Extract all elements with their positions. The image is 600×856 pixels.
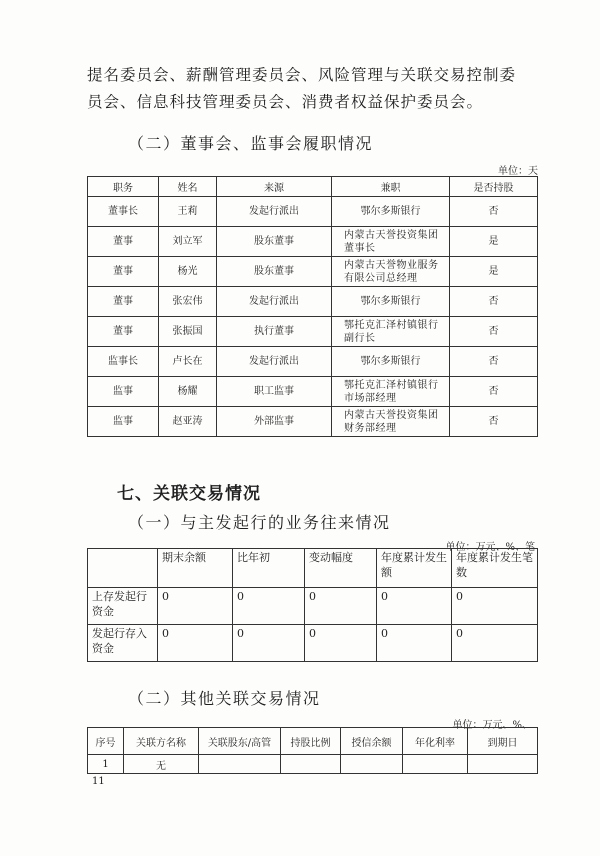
col-header-share-ratio: 持股比例	[281, 728, 341, 755]
cell-source: 发起行派出	[217, 347, 332, 377]
col-header-source: 来源	[217, 177, 332, 197]
cell-related-holder	[199, 755, 281, 774]
col-header-due-date: 到期日	[468, 728, 538, 755]
cell-concurrent-post: 鄂尔多斯银行	[332, 287, 450, 317]
board-unit-label: 单位：天	[498, 166, 538, 177]
table-header-row	[88, 728, 538, 755]
cell-source: 发起行派出	[217, 287, 332, 317]
cell-name: 卢长在	[159, 347, 217, 377]
table-row	[88, 407, 538, 437]
board-section-heading: （二）董事会、监事会履职情况	[128, 134, 374, 153]
cell-source: 发起行派出	[217, 197, 332, 227]
col-header-ending-balance: 期末余额	[158, 549, 233, 588]
table-row	[88, 347, 538, 377]
cell-shareholding: 否	[450, 377, 538, 407]
other-related-heading: （二）其他关联交易情况	[128, 689, 321, 708]
cell-position: 监事	[88, 407, 159, 437]
cell-source: 职工监事	[217, 377, 332, 407]
table-row	[88, 227, 538, 257]
cell-position: 董事	[88, 317, 159, 347]
col-header-shareholding: 是否持股	[450, 177, 538, 197]
table-row	[88, 317, 538, 347]
col-header-party-name: 关联方名称	[124, 728, 199, 755]
cell-position: 监事长	[88, 347, 159, 377]
cell-shareholding: 否	[450, 317, 538, 347]
cell-item: 上存发起行资金	[88, 588, 158, 625]
table-row	[88, 257, 538, 287]
cell-concurrent-post: 内蒙古天誉物业服务有限公司总经理	[332, 257, 450, 287]
table-row	[88, 287, 538, 317]
col-header-related-holder: 关联股东/高管	[199, 728, 281, 755]
table-row	[88, 755, 538, 774]
col-header-change-rate: 变动幅度	[305, 549, 377, 588]
col-header-annual-count: 年度累计发生笔数	[452, 549, 538, 588]
cell-concurrent-post: 鄂尔多斯银行	[332, 197, 450, 227]
col-header-annual-amount: 年度累计发生额	[377, 549, 452, 588]
cell-shareholding: 是	[450, 257, 538, 287]
cell-vs-year-start: 0	[233, 625, 305, 662]
col-header-vs-year-start: 比年初	[233, 549, 305, 588]
col-header-seq: 序号	[88, 728, 124, 755]
cell-vs-year-start: 0	[233, 588, 305, 625]
other-related-unit-label: 单位：万元、%、	[452, 720, 532, 731]
cell-shareholding: 否	[450, 347, 538, 377]
col-header-annual-rate: 年化利率	[403, 728, 468, 755]
cell-concurrent-post: 鄂托克汇泽村镇银行市场部经理	[332, 377, 450, 407]
cell-annual-count: 0	[452, 625, 538, 662]
cell-name: 杨光	[159, 257, 217, 287]
cell-name: 张振国	[159, 317, 217, 347]
table-row	[88, 197, 538, 227]
cell-shareholding: 否	[450, 197, 538, 227]
table-row	[88, 377, 538, 407]
cell-shareholding: 否	[450, 287, 538, 317]
cell-position: 董事长	[88, 197, 159, 227]
table-header-row	[88, 177, 538, 197]
parent-bank-business-table	[87, 548, 538, 662]
other-related-table	[87, 727, 538, 774]
col-header-item	[88, 549, 158, 588]
cell-position: 董事	[88, 287, 159, 317]
cell-position: 董事	[88, 227, 159, 257]
intro-line-1: 提名委员会、薪酬管理委员会、风险管理与关联交易控制委	[87, 66, 517, 84]
cell-concurrent-post: 内蒙古天誉投资集团董事长	[332, 227, 450, 257]
cell-annual-count: 0	[452, 588, 538, 625]
parent-bank-unit-label: 单位：万元、%、笔	[445, 542, 535, 553]
table-row	[88, 588, 538, 625]
cell-ending-balance: 0	[158, 588, 233, 625]
cell-share-ratio	[281, 755, 341, 774]
cell-source: 股东董事	[217, 227, 332, 257]
page-number: 11	[92, 776, 105, 787]
intro-line-2: 员会、信息科技管理委员会、消费者权益保护委员会。	[87, 93, 484, 111]
cell-seq: 1	[88, 755, 124, 774]
cell-name: 刘立军	[159, 227, 217, 257]
cell-name: 赵亚涛	[159, 407, 217, 437]
cell-source: 外部监事	[217, 407, 332, 437]
cell-position: 监事	[88, 377, 159, 407]
cell-due-date	[468, 755, 538, 774]
board-members-table	[87, 176, 538, 437]
cell-annual-amount: 0	[377, 625, 452, 662]
cell-source: 执行董事	[217, 317, 332, 347]
cell-concurrent-post: 鄂托克汇泽村镇银行副行长	[332, 317, 450, 347]
cell-position: 董事	[88, 257, 159, 287]
cell-shareholding: 是	[450, 227, 538, 257]
intro-paragraph	[87, 62, 527, 116]
cell-ending-balance: 0	[158, 625, 233, 662]
cell-change-rate: 0	[305, 588, 377, 625]
cell-name: 杨耀	[159, 377, 217, 407]
col-header-credit-balance: 授信余额	[341, 728, 403, 755]
cell-shareholding: 否	[450, 407, 538, 437]
col-header-concurrent-post: 兼职	[332, 177, 450, 197]
cell-annual-rate	[403, 755, 468, 774]
cell-name: 王莉	[159, 197, 217, 227]
cell-annual-amount: 0	[377, 588, 452, 625]
cell-change-rate: 0	[305, 625, 377, 662]
related-transactions-heading: 七、关联交易情况	[117, 484, 261, 504]
cell-name: 张宏伟	[159, 287, 217, 317]
table-row	[88, 625, 538, 662]
cell-source: 股东董事	[217, 257, 332, 287]
cell-party-name: 无	[124, 755, 199, 774]
parent-bank-business-heading: （一）与主发起行的业务往来情况	[128, 513, 391, 532]
cell-concurrent-post: 内蒙古天誉投资集团财务部经理	[332, 407, 450, 437]
col-header-position: 职务	[88, 177, 159, 197]
col-header-name: 姓名	[159, 177, 217, 197]
table-header-row	[88, 549, 538, 588]
cell-item: 发起行存入资金	[88, 625, 158, 662]
cell-concurrent-post: 鄂尔多斯银行	[332, 347, 450, 377]
cell-credit-balance	[341, 755, 403, 774]
